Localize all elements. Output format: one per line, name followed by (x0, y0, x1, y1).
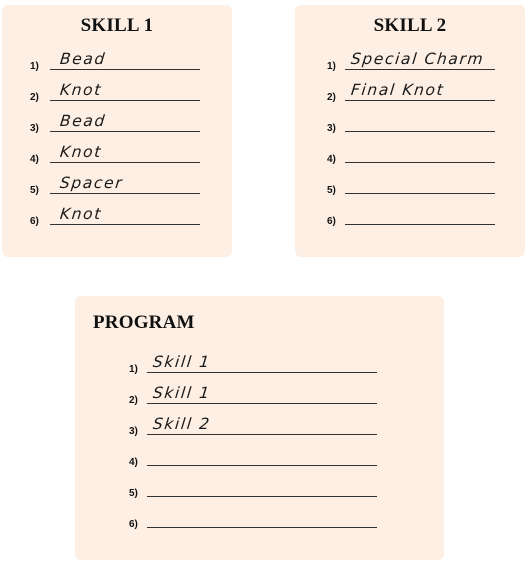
row-number: 5) (327, 185, 336, 196)
answer-line (50, 224, 200, 225)
answer-line (147, 403, 377, 404)
skill1-row-6 (30, 205, 200, 229)
skill2-row-5 (327, 174, 495, 198)
answer-line (50, 162, 200, 163)
skill1-row-3 (30, 112, 200, 136)
program-row-5 (129, 477, 377, 501)
row-number: 2) (30, 92, 39, 103)
answer-line (345, 100, 495, 101)
handwritten-entry: Special Charm (350, 50, 486, 68)
row-number: 4) (30, 154, 39, 165)
skill2-row-2 (327, 81, 495, 105)
row-number: 5) (129, 488, 138, 499)
row-number: 4) (129, 457, 138, 468)
answer-line (147, 434, 377, 435)
handwritten-entry: Bead (59, 112, 107, 130)
answer-line (50, 100, 200, 101)
answer-line (50, 69, 200, 70)
program-row-3 (129, 415, 377, 439)
row-number: 1) (327, 61, 336, 72)
program-title: PROGRAM (93, 312, 195, 333)
handwritten-entry: Final Knot (350, 81, 446, 99)
skill1-row-5 (30, 174, 200, 198)
handwritten-entry: Knot (59, 143, 103, 161)
skill1-row-2 (30, 81, 200, 105)
answer-line (345, 224, 495, 225)
skill1-row-1 (30, 50, 200, 74)
skill2-row-6 (327, 205, 495, 229)
row-number: 3) (30, 123, 39, 134)
answer-line (345, 69, 495, 70)
answer-line (147, 496, 377, 497)
skill2-row-1 (327, 50, 495, 74)
program-card (75, 296, 444, 560)
skill-1-card (2, 5, 232, 257)
skill-2-card (295, 5, 525, 257)
answer-line (345, 162, 495, 163)
handwritten-entry: Skill 1 (152, 353, 212, 371)
skill2-row-4 (327, 143, 495, 167)
row-number: 2) (129, 395, 138, 406)
row-number: 1) (129, 364, 138, 375)
skill-1-title: SKILL 1 (80, 15, 154, 36)
handwritten-entry: Skill 2 (152, 415, 212, 433)
row-number: 6) (30, 216, 39, 227)
row-number: 4) (327, 154, 336, 165)
program-row-1 (129, 353, 377, 377)
row-number: 3) (129, 426, 138, 437)
answer-line (50, 131, 200, 132)
handwritten-entry: Spacer (59, 174, 125, 192)
row-number: 6) (327, 216, 336, 227)
answer-line (147, 465, 377, 466)
program-row-2 (129, 384, 377, 408)
row-number: 3) (327, 123, 336, 134)
handwritten-entry: Knot (59, 205, 103, 223)
skill2-row-3 (327, 112, 495, 136)
answer-line (345, 131, 495, 132)
row-number: 6) (129, 519, 138, 530)
handwritten-entry: Skill 1 (152, 384, 212, 402)
answer-line (50, 193, 200, 194)
program-row-4 (129, 446, 377, 470)
handwritten-entry: Bead (59, 50, 107, 68)
skill-2-title: SKILL 2 (373, 15, 447, 36)
skill1-row-4 (30, 143, 200, 167)
row-number: 1) (30, 61, 39, 72)
row-number: 2) (327, 92, 336, 103)
row-number: 5) (30, 185, 39, 196)
answer-line (345, 193, 495, 194)
program-row-6 (129, 508, 377, 532)
handwritten-entry: Knot (59, 81, 103, 99)
answer-line (147, 372, 377, 373)
answer-line (147, 527, 377, 528)
